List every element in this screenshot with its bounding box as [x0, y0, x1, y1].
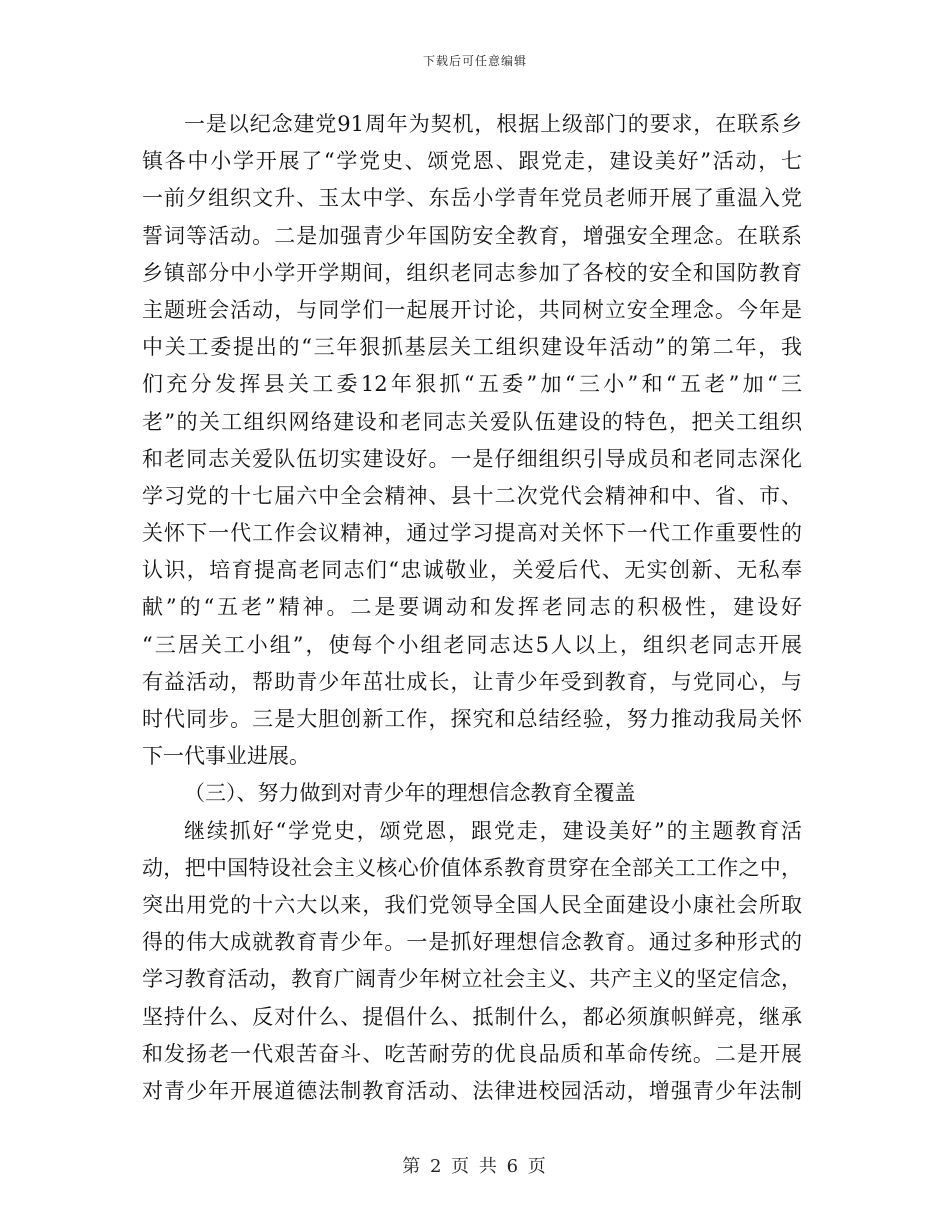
text-line: 下一代事业进展。 — [142, 744, 310, 769]
text-line: 有益活动，帮助青少年茁壮成长，让青少年受到教育，与党同心，与 — [142, 669, 802, 694]
text-line: 一是以纪念建党91周年为契机，根据上级部门的要求，在联系乡 — [184, 112, 802, 136]
text-line: 镇各中小学开展了“学党史、颂党恩、跟党走，建设美好”活动，七 — [142, 149, 802, 174]
text-line: 学习党的十七届六中全会精神、县十二次党代会精神和中、省、市、 — [142, 483, 802, 508]
text-line: 乡镇部分中小学开学期间，组织老同志参加了各校的安全和国防教育 — [142, 260, 802, 285]
text-line: 中关工委提出的“三年狠抓基层关工组织建设年活动”的第二年，我 — [142, 335, 802, 360]
text-line: 和老同志关爱队伍切实建设好。一是仔细组织引导成员和老同志深化 — [142, 446, 802, 471]
text-line: 对青少年开展道德法制教育活动、法律进校园活动，增强青少年法制 — [142, 1078, 802, 1103]
text-line: 时代同步。三是大胆创新工作，探究和总结经验，努力推动我局关怀 — [142, 707, 802, 731]
text-line: 们充分发挥县关工委12年狠抓“五委”加“三小”和“五老”加“三 — [142, 372, 802, 397]
text-line: 主题班会活动，与同学们一起展开讨论，共同树立安全理念。今年是 — [142, 297, 802, 322]
section-heading: （三）、努力做到对青少年的理想信念教育全覆盖 — [184, 781, 636, 806]
text-line: 和发扬老一代艰苦奋斗、吃苦耐劳的优良品质和革命传统。二是开展 — [142, 1041, 802, 1066]
text-line: 献”的“五老”精神。二是要调动和发挥老同志的积极性，建设好 — [142, 595, 802, 620]
text-line: “三居关工小组”，使每个小组老同志达5人以上，组织老同志开展 — [142, 632, 802, 657]
text-line: 老”的关工组织网络建设和老同志关爱队伍建设的特色，把关工组织 — [142, 409, 802, 434]
text-line: 学习教育活动，教育广阔青少年树立社会主义、共产主义的坚定信念， — [142, 967, 802, 992]
text-line: 一前夕组织文升、玉太中学、东岳小学青年党员老师开展了重温入党 — [142, 186, 802, 211]
text-line: 关怀下一代工作会议精神，通过学习提高对关怀下一代工作重要性的 — [142, 521, 802, 546]
text-line: 动，把中国特设社会主义核心价值体系教育贯穿在全部关工工作之中， — [142, 855, 802, 880]
text-line: 誓词等活动。二是加强青少年国防安全教育，增强安全理念。在联系 — [142, 223, 802, 248]
document-body — [142, 106, 802, 1110]
page-number: 第 2 页 共 6 页 — [402, 1156, 548, 1177]
text-line: 突出用党的十六大以来，我们党领导全国人民全面建设小康社会所取 — [142, 892, 802, 917]
text-line: 坚持什么、反对什么、提倡什么、抵制什么，都必须旗帜鲜亮，继承 — [142, 1004, 802, 1029]
text-line: 认识，培育提高老同志们“忠诚敬业，关爱后代、无实创新、无私奉 — [142, 558, 802, 583]
page-header: 下载后可任意编辑 — [422, 54, 527, 68]
text-line: 得的伟大成就教育青少年。一是抓好理想信念教育。通过多种形式的 — [142, 930, 802, 955]
text-line: 继续抓好“学党史，颂党恩，跟党走，建设美好”的主题教育活 — [184, 818, 802, 843]
